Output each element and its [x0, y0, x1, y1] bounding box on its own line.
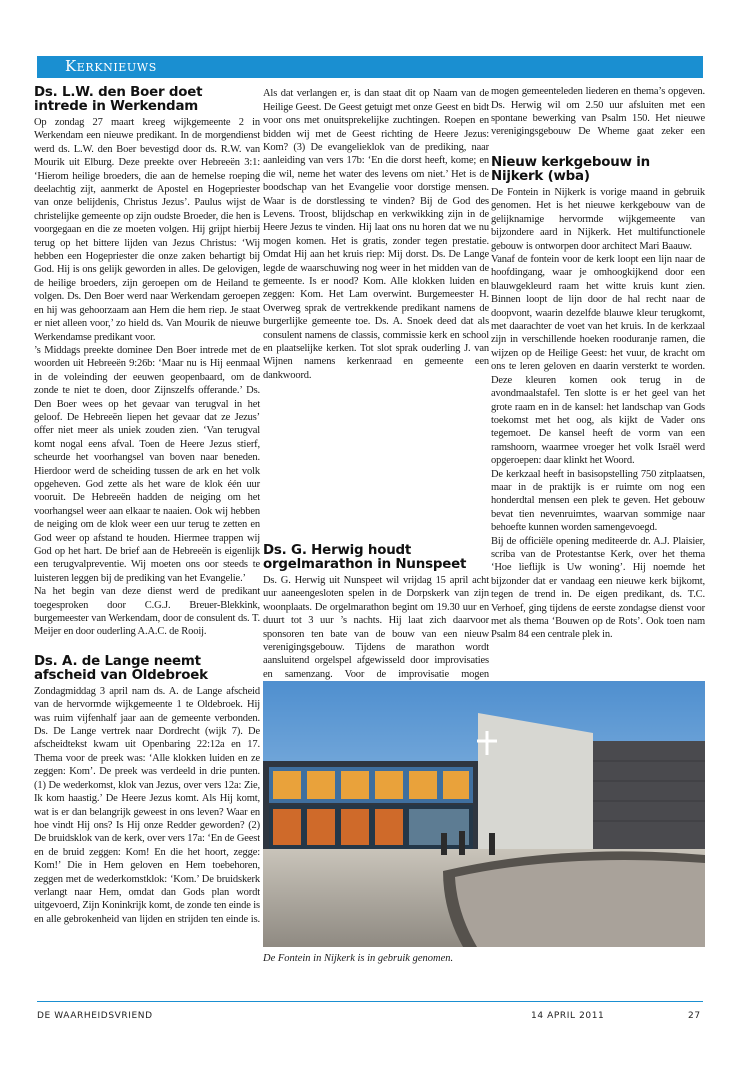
footer-divider [37, 1001, 703, 1002]
article-body-nijkerk-2: Vanaf de fontein voor de kerk loopt een lijn naar de hoofdingang, waar je omhoogkijkend door een blauwgekleurd raam het witte kruis kunt zien. Binnen loopt de lijn door de hal recht naar de doopvont, waarin dezelfde blauwe kleur terugkomt, met daarachter de voet van het kruis. In de kerkzaal zijn in verschillende hoeken rooduranje ramen, die wijzen op de Heilige Geest: het vuur, de kracht om ons te leren geloven en daarin versterkt te worden. Deze kleuren komen ook terug in de avondmaalstafel. Ten slotte is er het geel van het grote raam en in de kansel: het landschap van Gods toekomst met het oog, als kijkt de Vader ons tegemoet. De kansel heeft de vorm van een ramshoorn, waarmee vroeger het volk Israël werd opgeroepen: daar klinkt het Woord. [491, 254, 705, 467]
article-body-boer-3: Na het begin van deze dienst werd de predikant toegesproken door C.G.J. Breuer-Blekkink, burgemeester van Werkendam, door de consulent ds. T. Meijer en door ouderling A.A.C. de Rooij. [34, 586, 260, 638]
article-title-lange: Ds. A. de Lange neemt afscheid van Oldebroek [34, 653, 208, 683]
article-body-lange-continued [263, 86, 489, 382]
article-body-herwig-text: mogen gemeenteleden liederen en thema’s opgeven. Ds. Herwig wil om 2.50 uur afsluiten met een spontane bewerking van Psalm 150. Het nieuwe verenigingsgebouw De Wheme gaat zeker een [491, 86, 705, 138]
section-header [37, 56, 703, 78]
article-body-herwig-continued [491, 86, 705, 140]
photo-caption: De Fontein in Nijkerk is in gebruik genomen. [263, 953, 454, 964]
footer-publication: DE WAARHEIDSVRIEND [37, 1011, 153, 1021]
article-body-lange-text: Als dat verlangen er, is dan staat dit op Naam van de Heilige Geest. De Geest getuigt met onze Geest en bidt voor ons met onuitsprekelijke zuchtingen. Roepen en bidden wij met de Geest richting de Heere Jezus: Kom? (3) De evangelieklok van de prediking, naar aanleiding van vers 17b: ‘En die dorst heeft, kome; en die wil, neme het water des levens om niet.’ Het is de boodschap van het Evangelie voor dorstige mensen. Waar is de dorstlessing te vinden? Bij de God des Levens. Troost, blijdschap en verkwikking zijn in de Heere Jezus te vinden. Hij laat ons nu horen dat we nu mogen komen. Het is gratis, zonder tegen prestatie. Omdat Hij aan het kruis riep: Mij dorst. Ds. De Lange legde de waarschuwing nog weer in het midden van de gemeente. Is er nood? Kom. Alle klokken luiden en zeggen: Kom. Het Lam overwint. Burgemeester H. Overweg sprak de vertrekkende predikant namens de burgerlijke gemeente toe. Ds. A. Snoek deed dat als consulent namens de classis, commissie kerk en school en plaatselijke kerken. Tot slot sprak ouderling J. van Wijnen namens kerkenraad en gemeente een dankwoord. [263, 88, 489, 381]
article-body-boer-2: ’s Middags preekte dominee Den Boer intrede met de woorden uit Hebreeën 9:26b: ‘Maar nu is Hij eenmaal in de voleinding der eeuwen geopenbaard, om de zonde te niet te doen, door Zijnszelfs offerande.’ Ds. Den Boer wees op het gevaar van terugval in het geloof. De Hebreeën liepen het gevaar dat ze Jezus’ offer niet meer als uniek zouden zien. ‘Van terugval komt nogal eens afval. Toen de Heere Jezus stierf, scheurde het voorhangsel van boven naar beneden. Hierdoor werd de scheiding tussen de ark en het volk opgeheven. God zette als het ware de klok één uur vooruit. De Hebreeën hadden de neiging om het voorhangsel weer aan elkaar te naaien. Ook wij hebben de neiging om de klok weer een uur terug te zetten en God weer op afstand te houden. Hiermee trappen wij God op het hart. De brief aan de Hebreeën is eigenlijk een terugvalpreventie. Wij moeten ons oor steeds te luisteren leggen bij de prediking van het Evangelie.’ [34, 344, 260, 584]
article-title-nijkerk: Nieuw kerkgebouw in Nijkerk (wba) [491, 155, 650, 184]
column-3 [491, 86, 705, 642]
article-body-nijkerk-3: De kerkzaal heeft in basisopstelling 750 zitplaatsen, maar in de praktijk is er ruimte om nog een honderdtal mensen een plek te geven. Het gebouw bevat tien nevenruimtes, waarvan sommige naar behoefte kunnen worden samengevoegd. [491, 468, 705, 534]
section-title: Kerknieuws [65, 57, 157, 75]
article-body-herwig-cont [491, 86, 705, 140]
article-title-boer: Ds. L.W. den Boer doet intrede in Werkendam [34, 85, 203, 114]
article-body-lange: Zondagmiddag 3 april nam ds. A. de Lange afscheid van de hervormde wijkgemeente 1 te Oldebroek. Hij was ruim vijfenhalf jaar aan de gemeente verbonden. Ds. De Lange vertrek naar Dordrecht (wijk 7). De afscheidtekst kwam uit Openbaring 22:12a en 17. Thema voor de preek was: ‘Alle klokken luiden en ze zeggen: Kom’. De preek was verdeeld in drie punten. (1) De wederkomst, klok van Jezus, over vers 12a: Zie, Ik kom haastig.’ De Heere Jezus komt. Als Hij komt, wat is er dan belangrijk geweest in ons leven? Waar en hoe vindt Hij ons? Is Hij onze Redder geworden? (2) De bruidsklok van de kerk, over vers 17a: ‘En de Geest en de bruid zeggen: Kom! En die het hoort, zegge: Kom!’ Die in Hem geloven en Hem toebehoren, zeggen met de wederkomstklok: ‘Kom.’ De bruidskerk verlangt naar Hem, omdat dan Gods plan wordt uitgevoerd, Zijn Koninkrijk komt, de zonde ten einde is en alle gebrokenheid van lijden en strijden ten einde is. [34, 685, 260, 925]
article-body-lange-cont [263, 86, 489, 528]
church-photo [263, 681, 705, 947]
article-body-nijkerk-1: De Fontein in Nijkerk is vorige maand in gebruik genomen. Het is het nieuwe kerkgebouw van de gelijknamige hervormde wijkgemeente van bijzondere aard in Nijkerk. Het multifunctionele gebouw is ontworpen door architect Mari Baauw. [491, 187, 705, 252]
footer-date: 14 APRIL 2011 [531, 1011, 605, 1021]
footer-page-number: 27 [688, 1011, 701, 1021]
article-body-nijkerk-4: Bij de officiële opening mediteerde dr. A.J. Plaisier, scriba van de Protestantse Kerk, over het thema ‘Hoe lieflijk is Uw woning’. Hij noemde het bijzonder dat er vandaag een nieuwe kerk bijkomt, tegen de trend in. De eigen predikant, ds. T.C. Verhoef, ging tijdens de eerste zondagse dienst voor met als thema ‘Bouwen op de Rots’. Ook toen nam Psalm 84 een centrale plek in. [491, 535, 705, 641]
article-body-boer-1: Op zondag 27 maart kreeg wijkgemeente 2 in Werkendam een nieuwe predikant. In de morgendienst werd ds. L.W. den Boer bevestigd door ds. R.W. van Mourik uit Elburg. Deze preekte over Hebreeën 3:1: ‘Hierom heilige broeders, die aan de hemelse roeping deelachtig zijt, aanmerkt de Apostel en Hogepriester van onze belijdenis, Christus Jezus’. Paulus wijst de christelijke gemeente op zijn oudste Broeder, die hen is voorgegaan en die ze moeten volgen. Hij grijpt hierbij terug op het bittere lijden van Jezus Christus: ‘Wij hebben een Hogepriester die onze zaken behartigt bij God. Hij is ons gelijk geworden in alles. De gelovigen, de heilige broeders, zijn geroepen om de Heiland te volgen. Ds. Den Boer werd naar Werkendam geroepen en hij was gehoorzaam aan Hem die hem riep. Je staat er niet alleen voor,’ zo hield ds. Van Mourik de nieuwe Werkendamse predikant voor. [34, 117, 260, 343]
column-1 [34, 86, 260, 925]
article-title-herwig: Ds. G. Herwig houdt orgelmarathon in Nunspeet [263, 543, 467, 572]
column-2 [263, 86, 489, 682]
article-body-herwig: Ds. G. Herwig uit Nunspeet wil vrijdag 15 april acht uur aaneengesloten spelen in de Dorpskerk van zijn woonplaats. De orgelmarathon begint om 19.30 uur en duurt tot 3 uur ’s nachts. Hij laat zich daarvoor sponsoren ten bate van de bouw van een nieuw verenigingsgebouw. Tijdens de marathon wordt aansluitend orgelspel afgewisseld door improvisaties en samenzang. Voor de improvisatie mogen [263, 575, 489, 680]
